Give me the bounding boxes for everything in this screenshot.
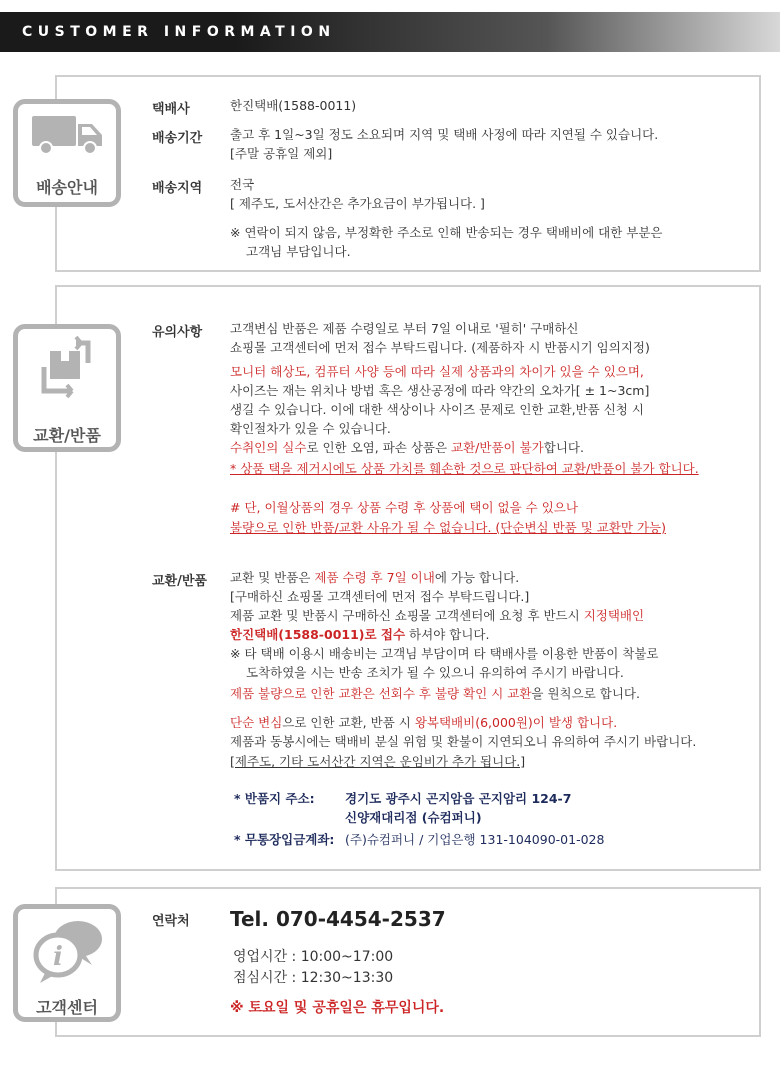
- policy-line8-part1: 단순 변심: [230, 715, 283, 730]
- caution-line9: # 단, 이월상품의 경우 상품 수령 후 상품에 택이 없을 수 있으나: [230, 500, 578, 515]
- caution-line8: * 상품 택을 제거시에도 상품 가치를 훼손한 것으로 판단하여 교환/반품이 불가 합니다.: [230, 461, 699, 476]
- shipping-note-line2: 고객님 부담입니다.: [246, 244, 351, 259]
- area-label: 배송지역: [152, 181, 203, 196]
- policy-line3-part1: 제품 교환 및 반품시 구매하신 쇼핑몰 고객센터에 요청 후 반드시: [230, 608, 584, 623]
- policy-line7: [230, 684, 640, 703]
- shipping-badge-label: 배송안내: [36, 178, 98, 197]
- caution-line7-part3: 교환/반품이 불가: [451, 440, 544, 455]
- policy-line6: 도착하였을 시는 반송 조치가 될 수 있으니 유의하여 주시기 바랍니다.: [246, 665, 624, 680]
- policy-line7-part1: 제품 불량으로 인한 교환은: [230, 686, 375, 701]
- carrier-value: 한진택배(1588-0011): [230, 98, 357, 113]
- svg-text:i: i: [53, 942, 63, 972]
- return-address-line2: 신양재대리점 (슈컴퍼니): [345, 810, 482, 825]
- policy-line1-part3: 에 가능 합니다.: [434, 570, 520, 585]
- caution-line4: 사이즈는 재는 위치나 방법 혹은 생산공정에 따라 약간의 오차가[ ± 1~3cm]: [230, 383, 650, 398]
- policy-line5: ※ 타 택배 이용시 배송비는 고객님 부담이며 타 택배사를 이용한 반품이 착불로: [230, 646, 659, 661]
- policy-line4: [230, 625, 489, 644]
- carrier-label: 택배사: [152, 102, 190, 117]
- policy-line7-part3: 을 원칙으로 합니다.: [531, 686, 640, 701]
- business-hours: 영업시간 : 10:00~17:00: [233, 949, 394, 965]
- policy-line8-part3: 왕복택배비(6,000원)이 발생 합니다.: [414, 715, 618, 730]
- caution-line6: 확인절차가 있을 수 있습니다.: [230, 421, 391, 436]
- policy-line3: [230, 606, 644, 625]
- bank-label: * 무통장입금계좌:: [234, 832, 335, 847]
- return-address-label: * 반품지 주소:: [234, 791, 315, 806]
- policy-line4-part2: 하셔야 합니다.: [405, 627, 490, 642]
- contact-label: 연락처: [152, 914, 190, 929]
- area-line2: [ 제주도, 도서산간은 추가요금이 부가됩니다. ]: [230, 196, 485, 211]
- policy-line4-part1: 한진택배(1588-0011)로 접수: [230, 627, 406, 642]
- caution-line7: [230, 438, 584, 457]
- policy-line10: [제주도, 기타 도서산간 지역은 운임비가 추가 됩니다.]: [230, 754, 526, 769]
- policy-line1-part2: 제품 수령 후 7일 이내: [314, 570, 435, 585]
- caution-line7-part1: 수취인의 실수: [230, 440, 307, 455]
- policy-line3-part2: 지정택배인: [583, 608, 645, 623]
- chat-info-icon: [18, 909, 116, 991]
- policy-line8: [230, 713, 617, 732]
- policy-line8-part2: 으로 인한 교환, 반품 시: [282, 715, 415, 730]
- return-address-line1: 경기도 광주시 곤지암읍 곤지암리 124-7: [345, 791, 572, 806]
- caution-line7-part4: 합니다.: [543, 440, 584, 455]
- period-line2: [주말 공휴일 제외]: [230, 146, 333, 161]
- bank-value: (주)슈컴퍼니 / 기업은행 131-104090-01-028: [345, 832, 605, 847]
- exchange-box-icon: [18, 329, 116, 419]
- caution-label: 유의사항: [152, 325, 203, 340]
- cs-badge: [13, 904, 121, 1022]
- policy-line9: 제품과 동봉시에는 택배비 분실 위험 및 환불이 지연되오니 유의하여 주시기 바랍니다.: [230, 734, 697, 749]
- caution-line2: 쇼핑몰 고객센터에 먼저 접수 부탁드립니다. (제품하자 시 반품시기 임의지정): [230, 340, 650, 355]
- policy-line2: [구매하신 쇼핑몰 고객센터에 먼저 접수 부탁드립니다.]: [230, 589, 530, 604]
- caution-line5: 생길 수 있습니다. 이에 대한 색상이나 사이즈 문제로 인한 교환,반품 신청 시: [230, 402, 644, 417]
- exchange-badge: [13, 324, 121, 452]
- policy-line1: [230, 568, 519, 587]
- caution-line10: 불량으로 인한 반품/교환 사유가 될 수 없습니다. (단순변심 반품 및 교환만 가능): [230, 520, 666, 535]
- shipping-badge: [13, 99, 121, 207]
- exchange-badge-label: 교환/반품: [33, 426, 101, 445]
- area-line1: 전국: [230, 177, 255, 192]
- period-line1: 출고 후 1일~3일 정도 소요되며 지역 및 택배 사정에 따라 지연될 수 있습니다.: [230, 127, 659, 142]
- shipping-note-line1: ※ 연락이 되지 않음, 부정확한 주소로 인해 반송되는 경우 택배비에 대한 부분은: [230, 225, 663, 240]
- lunch-hours: 점심시간 : 12:30~13:30: [233, 970, 394, 986]
- caution-line3: 모니터 해상도, 컴퓨터 사양 등에 따라 실제 상품과의 차이가 있을 수 있으며,: [230, 364, 644, 379]
- caution-line1: 고객변심 반품은 제품 수령일로 부터 7일 이내로 '필히' 구매하신: [230, 321, 579, 336]
- cs-badge-label: 고객센터: [36, 998, 98, 1017]
- section-header: [0, 12, 780, 52]
- caution-line7-part2: 로 인한 오염, 파손 상품은: [306, 440, 452, 455]
- policy-line1-part1: 교환 및 반품은: [230, 570, 315, 585]
- header-title: CUSTOMER INFORMATION: [22, 24, 336, 40]
- period-label: 배송기간: [152, 131, 203, 146]
- policy-line7-part2: 선회수 후 불량 확인 시 교환: [374, 686, 532, 701]
- policy-label: 교환/반품: [152, 574, 207, 589]
- truck-icon: [18, 104, 116, 164]
- contact-tel: Tel. 070-4454-2537: [230, 907, 446, 931]
- closed-notice: ※ 토요일 및 공휴일은 휴무입니다.: [230, 1000, 445, 1016]
